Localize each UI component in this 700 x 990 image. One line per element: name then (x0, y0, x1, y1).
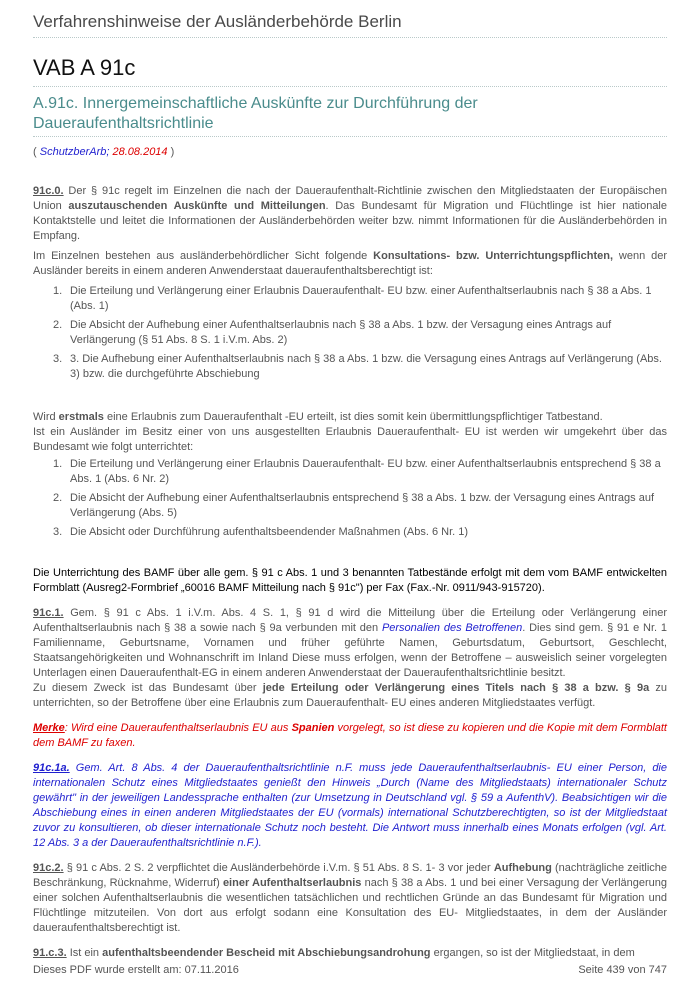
text: wenn der Ausländer bereits in einem anderen Anwenderstaat daueraufenthaltsberechtigt ist: (33, 250, 667, 277)
list-number: 1. (53, 458, 63, 470)
paragraph-91c3 (33, 946, 667, 961)
document-body (33, 184, 667, 961)
highlight-text: Personalien des Betroffenen (381, 622, 523, 634)
byline-date: 28.08.2014 (109, 146, 168, 158)
paragraph-91c0 (33, 184, 667, 244)
text: eine Erlaubnis zum Daueraufenthalt -EU erteilt, ist dies somit kein übermittlungspflichtiger Tatbestand. (103, 411, 603, 423)
list-number: 2. (53, 492, 63, 504)
byline-open: ( (33, 146, 40, 158)
list-item (33, 318, 667, 348)
list-number: 3. (53, 353, 63, 365)
paragraph-91c1a (33, 761, 667, 851)
list-text: 3. Die Aufhebung einer Aufenthaltserlaubnis nach § 38 a Abs. 1 bzw. die Versagung eines Antrags auf Verlängerung (Abs. 3) bzw. die durchgeführte Abschiebung (70, 353, 662, 380)
text: ergangen, so ist der Mitgliedstaat, in dem (430, 947, 635, 959)
section-ref: 91.c.3. (33, 947, 67, 959)
text: : Wird eine Daueraufenthaltserlaubnis EU aus (64, 722, 292, 734)
list-item (33, 525, 667, 540)
text: Ist ein (66, 947, 103, 959)
text: (nachträgliche zeitliche Beschränkung, Rücknahme, Widerruf) (33, 862, 667, 889)
list-item (33, 491, 667, 521)
byline-close: ) (167, 146, 175, 158)
list-konsultation (33, 284, 667, 382)
text: . Das Bundesamt für Migration und Flüchtlinge ist hier nationale Kontaktstelle und leitet die Informationen der Ausländerbehörden weiter bzw. nimmt Informationen für die Ausländerbehörden in Empfang. (33, 200, 667, 242)
bold-text: Aufhebung (493, 862, 552, 874)
byline-author: SchutzberArb; (39, 146, 110, 158)
section-ref: 91c.2. (33, 862, 64, 874)
list-item (33, 457, 667, 487)
text: vorgelegt, so ist diese zu kopieren und die Kopie mit dem Formblatt dem BAMF zu faxen. (33, 722, 667, 749)
text: Wird (33, 411, 59, 423)
header-divider (33, 37, 667, 38)
text: Zu diesem Zweck ist das Bundesamt über (33, 682, 263, 694)
text: Der § 91c regelt im Einzelnen die nach der Daueraufenthalt-Richtlinie zwischen den Mitgliedstaaten der Europäischen Union (33, 185, 667, 212)
text: zu unterrichten, so der Betroffene über eine Erlaubnis zum Daueraufenthalt- EU eines anderen Mitgliedstaates verfügt. (33, 682, 667, 709)
list-item (33, 352, 667, 382)
footer-page-number: Seite 439 von 747 (578, 964, 667, 976)
byline (33, 146, 174, 158)
paragraph-pflichten (33, 249, 667, 279)
paragraph-erstmals (33, 410, 667, 455)
paragraph-91c1 (33, 606, 667, 711)
list-text: Die Absicht der Aufhebung einer Aufenthaltserlaubnis entsprechend § 38 a Abs. 1 bzw. der Versagung eines Antrags auf Verlängerung (Abs. 5) (70, 492, 655, 519)
text: Ist ein Ausländer im Besitz einer von uns ausgestellten Erlaubnis Daueraufenthalt- EU ist werden wir umgekehrt über das Bundesamt wie folgt unterrichtet: (33, 426, 667, 453)
section-ref: 91c.0. (33, 185, 64, 197)
text: Im Einzelnen bestehen aus ausländerbehördlicher Sicht folgende (33, 250, 374, 262)
bold-text: Spanien (291, 722, 335, 734)
text: Gem. § 91 c Abs. 1 i.V.m. Abs. 4 S. 1, § 91 d wird die Mitteilung über die Erteilung oder Verlängerung einer Aufenthaltserlaubnis nach § 38 a sowie nach § 9a verbunden mit den (33, 607, 667, 634)
page-header-title: Verfahrenshinweise der Ausländerbehörde Berlin (33, 12, 402, 31)
bold-text: auszutauschenden Auskünfte und Mitteilungen (68, 200, 326, 212)
text: . Dies sind gem. § 91 e Nr. 1 Familienname, Geburtsname, Vornamen und früher geführte Namen, Geburtsdatum, Geburtsort, Geschlecht, Staatsangehörigkeiten und Wohnanschrift im Inland Diese muss erfolgen, wenn der Betroffene – ausweislich seiner vorgelegten Unterlagen einen Daueraufenthalt-EG in einem anderen Anwenderstaat der Daueraufenthaltsrichtlinie besitzt. (33, 622, 667, 679)
paragraph-91c2 (33, 861, 667, 936)
list-text: Die Absicht der Aufhebung einer Aufenthaltserlaubnis nach § 38 a Abs. 1 bzw. der Versagung eines Antrags auf Verlängerung (§ 51 Abs. 8 S. 1 i.V.m. Abs. 2) (70, 319, 612, 346)
section-title: A.91c. Innergemeinschaftliche Auskünfte zur Durchführung der Daueraufenthaltsrichtlinie (33, 95, 478, 132)
bold-text: aufenthaltsbeendender Bescheid mit Abschiebungsandrohung (102, 947, 431, 959)
text: § 91 c Abs. 2 S. 2 verpflichtet die Ausländerbehörde i.V.m. § 51 Abs. 8 S. 1- 3 vor jeder (63, 862, 494, 874)
list-number: 1. (53, 285, 63, 297)
bold-text: erstmals (58, 411, 104, 423)
title-divider (33, 86, 667, 87)
section-ref: 91c.1a. (33, 762, 70, 774)
bold-text: jede Erteilung oder Verlängerung eines Titels nach § 38 a bzw. § 9a (262, 682, 650, 694)
list-item (33, 284, 667, 314)
list-number: 3. (53, 526, 63, 538)
list-number: 2. (53, 319, 63, 331)
text: nach § 38 a Abs. 1 und bei einer Versagung der Verlängerung einer solchen Aufenthaltserlaubnis die wesentlichen tatsächlichen und rechtlichen Gründe an das Bundesamt für Migration und Flüchtlinge mitzuteilen. Von dort aus erfolgt sodann eine Konsultation des EU- Mitgliedstaates, in dem der Ausländer daueraufenthaltsberechtigt ist. (33, 877, 668, 934)
text: Gem. Art. 8 Abs. 4 der Daueraufenthaltsrichtlinie n.F. muss jede Daueraufenthaltserlaubnis- EU einer Person, die internationalen Schutz eines Mitgliedstaates genießt den Hinweis „Durch (Name des Mitgliedstaats) internationaler Schutz gewährt" in der jeweiligen Landessprache enthalten (zur Umsetzung in Deutschland vgl. § 59 a AufenthV). Beabsichtigen wir die Abschiebung eines in einen anderen Mitgliedstaates der EU (vormals) international Schutzberechtigten, so ist der Mitgliedstaat zuvor zu konsultieren, ob dieser internationale Schutz noch besteht. Die Antwort muss innerhalb eines Monats erfolgen (vgl. Art. 12 Abs. 3 a der Daueraufenthaltsrichtlinie n.F.). (33, 762, 667, 849)
document-code: VAB A 91c (33, 55, 136, 80)
paragraph-merke (33, 721, 667, 751)
section-ref: 91c.1. (33, 607, 64, 619)
bold-text: einer Aufenthaltserlaubnis (222, 877, 362, 889)
list-text: Die Erteilung und Verlängerung einer Erlaubnis Daueraufenthalt- EU bzw. einer Aufenthaltserlaubnis entsprechend § 38 a Abs. 1 (Abs. 6 Nr. 2) (70, 458, 661, 485)
subtitle-divider (33, 136, 667, 137)
footer-created-date: Dieses PDF wurde erstellt am: 07.11.2016 (33, 964, 239, 976)
list-text: Die Absicht oder Durchführung aufenthaltsbeendender Maßnahmen (Abs. 6 Nr. 1) (70, 526, 469, 538)
bold-text: Konsultations- bzw. Unterrichtungspflichten, (373, 250, 614, 262)
merke-label: Merke (33, 722, 65, 734)
list-text: Die Erteilung und Verlängerung einer Erlaubnis Daueraufenthalt- EU bzw. einer Aufenthaltserlaubnis nach § 38 a Abs. 1 (Abs. 1) (70, 285, 652, 312)
paragraph-bamf: Die Unterrichtung des BAMF über alle gem. § 91 c Abs. 1 und 3 benannten Tatbestände erfolgt mit dem vom BAMF entwickelten Formblatt (Ausreg2-Formbrief „60016 BAMF Mitteilung nach § 91c") per Fax (Fax.-Nr. 0911/943-915720). (33, 567, 667, 594)
list-unterrichtung (33, 457, 667, 540)
